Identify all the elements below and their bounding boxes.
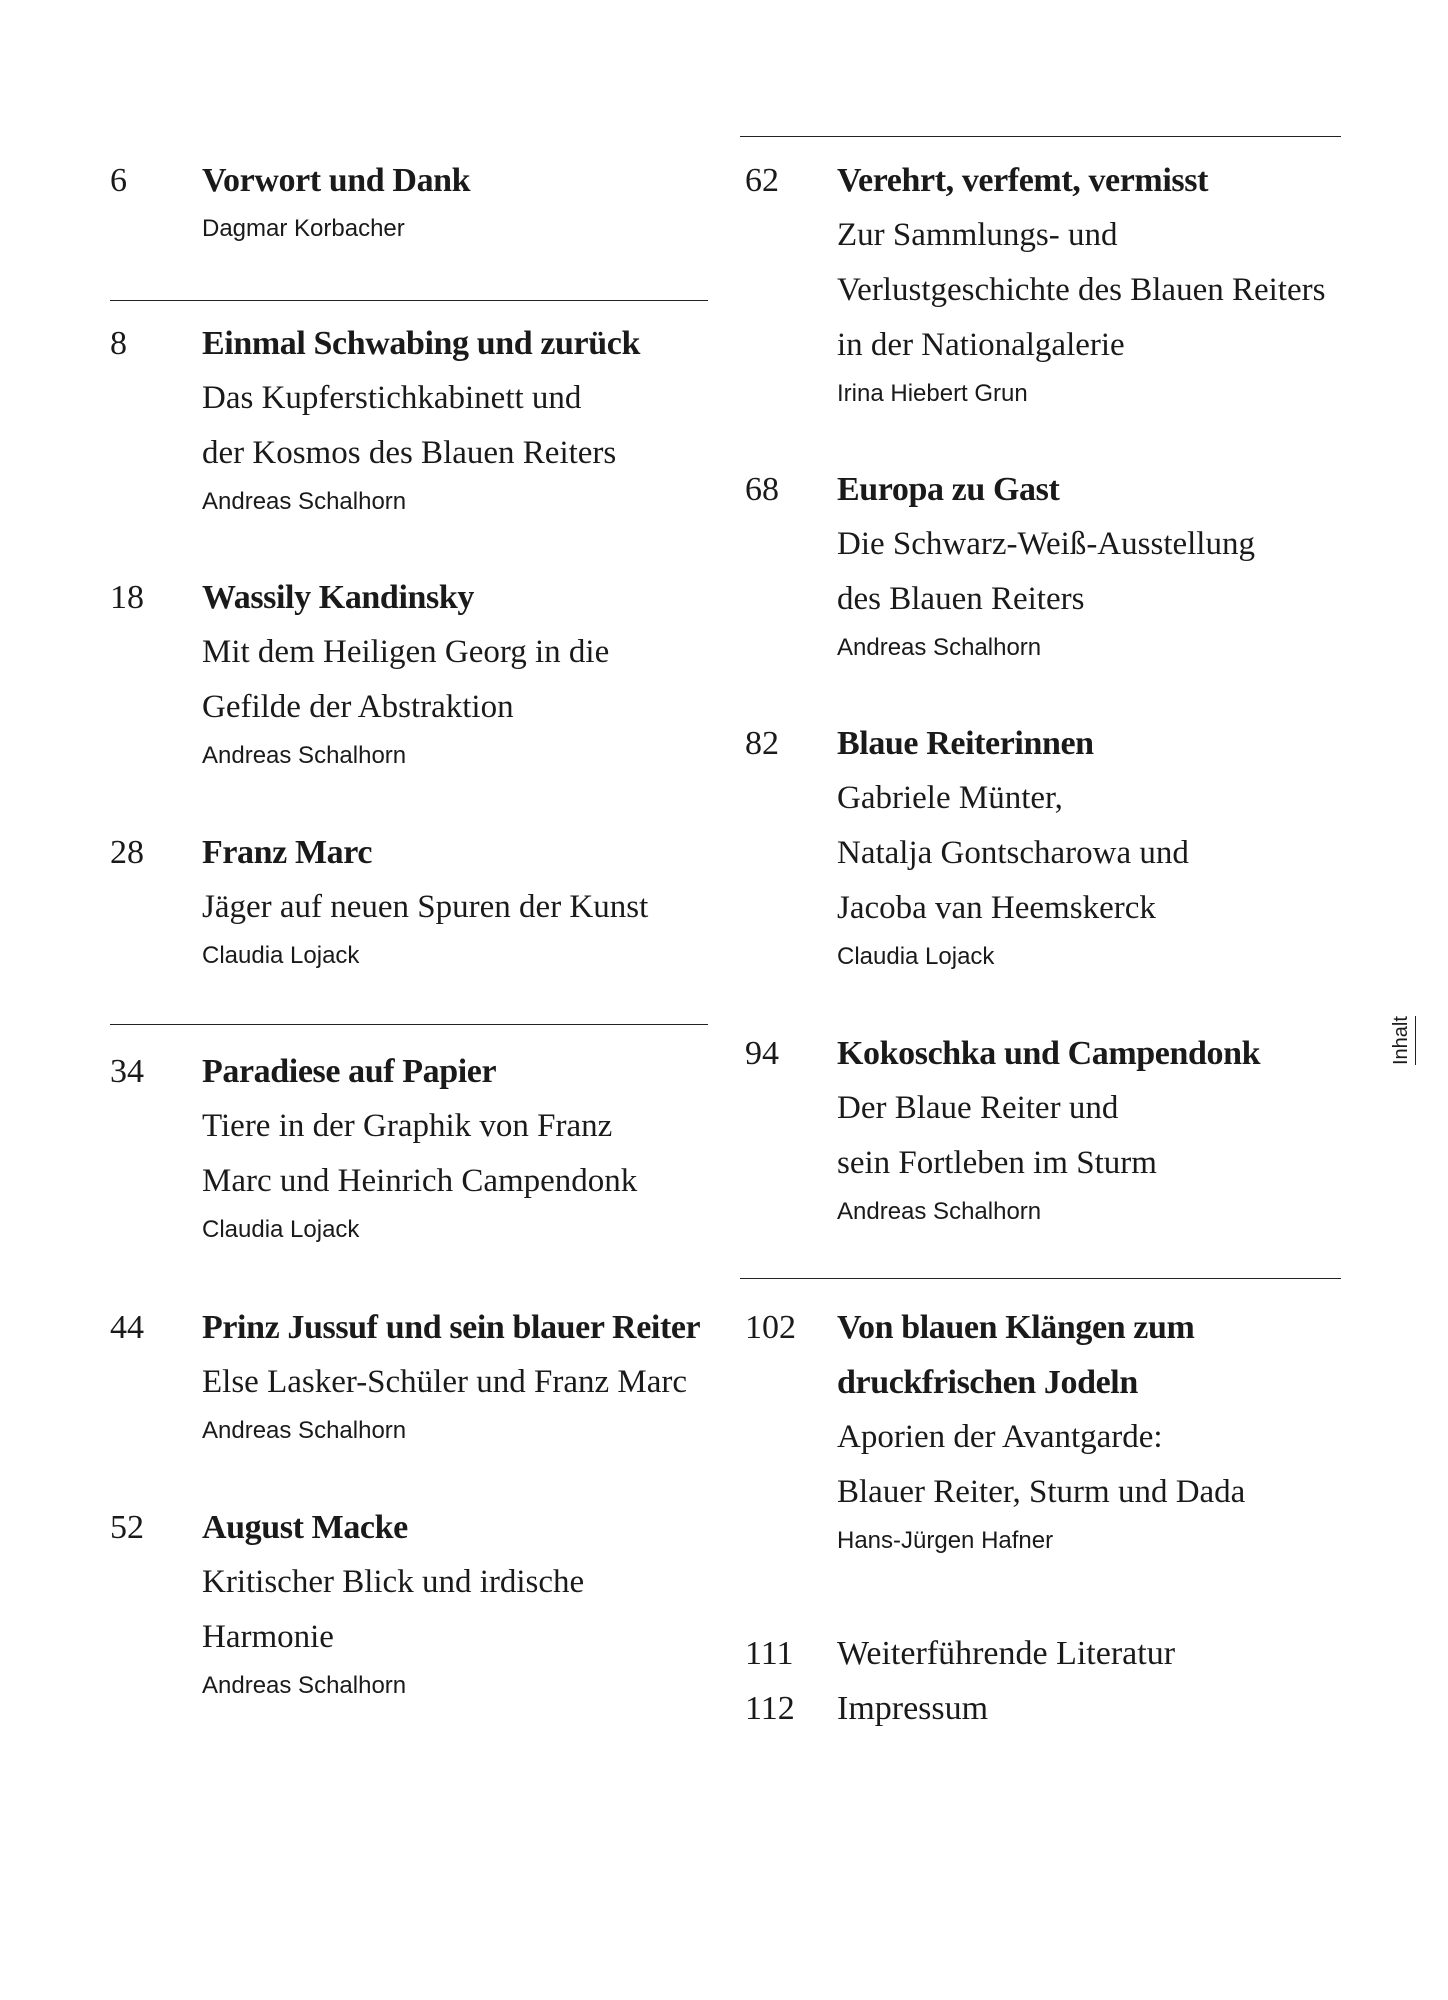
page-number: 18 <box>110 579 144 616</box>
entry-author: Claudia Lojack <box>837 943 995 970</box>
page-number: 44 <box>110 1309 144 1346</box>
page-number: 111 <box>745 1635 794 1672</box>
entry-subtitle: Natalja Gontscharowa und <box>837 835 1189 871</box>
page-number: 112 <box>745 1690 795 1727</box>
entry-title: Weiterführende Literatur <box>837 1635 1176 1672</box>
page-number: 94 <box>745 1035 779 1072</box>
entry-subtitle: Die Schwarz-Weiß-Ausstellung <box>837 526 1255 562</box>
entry-author: Andreas Schalhorn <box>837 634 1042 661</box>
entry-title: Paradiese auf Papier <box>202 1053 497 1090</box>
entry-title: Prinz Jussuf und sein blauer Reiter <box>202 1309 701 1346</box>
entry-author: Claudia Lojack <box>202 942 360 969</box>
entry-subtitle: Aporien der Avantgarde: <box>837 1419 1163 1455</box>
entry-subtitle: der Kosmos des Blauen Reiters <box>202 435 617 471</box>
entry-author: Andreas Schalhorn <box>202 488 407 515</box>
entry-author: Andreas Schalhorn <box>202 742 407 769</box>
entry-subtitle: Blauer Reiter, Sturm und Dada <box>837 1474 1246 1510</box>
entry-subtitle: des Blauen Reiters <box>837 581 1085 617</box>
entry-subtitle: Else Lasker-Schüler und Franz Marc <box>202 1364 687 1400</box>
divider-rule <box>740 136 1341 137</box>
entry-subtitle: Harmonie <box>202 1619 334 1655</box>
divider-rule <box>110 1024 708 1025</box>
page-number: 28 <box>110 834 144 871</box>
page-number: 62 <box>745 162 779 199</box>
divider-rule <box>740 1278 1341 1279</box>
entry-subtitle: Marc und Heinrich Campendonk <box>202 1163 638 1199</box>
page-number: 82 <box>745 725 779 762</box>
entry-subtitle: Gabriele Münter, <box>837 780 1063 816</box>
entry-subtitle: Der Blaue Reiter und <box>837 1090 1119 1126</box>
entry-subtitle: Mit dem Heiligen Georg in die <box>202 634 610 670</box>
entry-title: Blaue Reiterinnen <box>837 725 1094 762</box>
entry-title: Von blauen Klängen zum <box>837 1309 1195 1346</box>
entry-author: Dagmar Korbacher <box>202 215 405 242</box>
entry-title: Einmal Schwabing und zurück <box>202 325 640 362</box>
page-number: 52 <box>110 1509 144 1546</box>
entry-subtitle: Gefilde der Abstraktion <box>202 689 514 725</box>
entry-title: Impressum <box>837 1690 989 1727</box>
section-side-label: Inhalt <box>1390 1016 1412 1065</box>
entry-subtitle: Kritischer Blick und irdische <box>202 1564 585 1600</box>
entry-author: Hans-Jürgen Hafner <box>837 1527 1054 1554</box>
page-number: 102 <box>745 1309 796 1346</box>
entry-title: Wassily Kandinsky <box>202 579 474 616</box>
entry-author: Andreas Schalhorn <box>202 1417 407 1444</box>
entry-subtitle: sein Fortleben im Sturm <box>837 1145 1157 1181</box>
page-number: 34 <box>110 1053 144 1090</box>
entry-subtitle: Jacoba van Heemskerck <box>837 890 1156 926</box>
entry-author: Claudia Lojack <box>202 1216 360 1243</box>
entry-subtitle: in der Nationalgalerie <box>837 327 1125 363</box>
entry-title: Vorwort und Dank <box>202 162 471 199</box>
entry-author: Irina Hiebert Grun <box>837 380 1028 407</box>
entry-title: August Macke <box>202 1509 408 1546</box>
entry-title: Kokoschka und Campendonk <box>837 1035 1261 1072</box>
page-number: 6 <box>110 162 127 199</box>
entry-subtitle: Tiere in der Graphik von Franz <box>202 1108 613 1144</box>
entry-author: Andreas Schalhorn <box>202 1672 407 1699</box>
divider-rule <box>110 300 708 301</box>
page-number: 68 <box>745 471 779 508</box>
entry-subtitle: Jäger auf neuen Spuren der Kunst <box>202 889 649 925</box>
entry-author: Andreas Schalhorn <box>837 1198 1042 1225</box>
entry-subtitle: Zur Sammlungs- und <box>837 217 1118 253</box>
entry-subtitle: Verlustgeschichte des Blauen Reiters <box>837 272 1326 308</box>
entry-title: Europa zu Gast <box>837 471 1060 508</box>
entry-subtitle: Das Kupferstichkabinett und <box>202 380 582 416</box>
entry-title: druckfrischen Jodeln <box>837 1364 1138 1401</box>
page-number: 8 <box>110 325 127 362</box>
entry-title: Verehrt, verfemt, vermisst <box>837 162 1208 199</box>
entry-title: Franz Marc <box>202 834 373 871</box>
